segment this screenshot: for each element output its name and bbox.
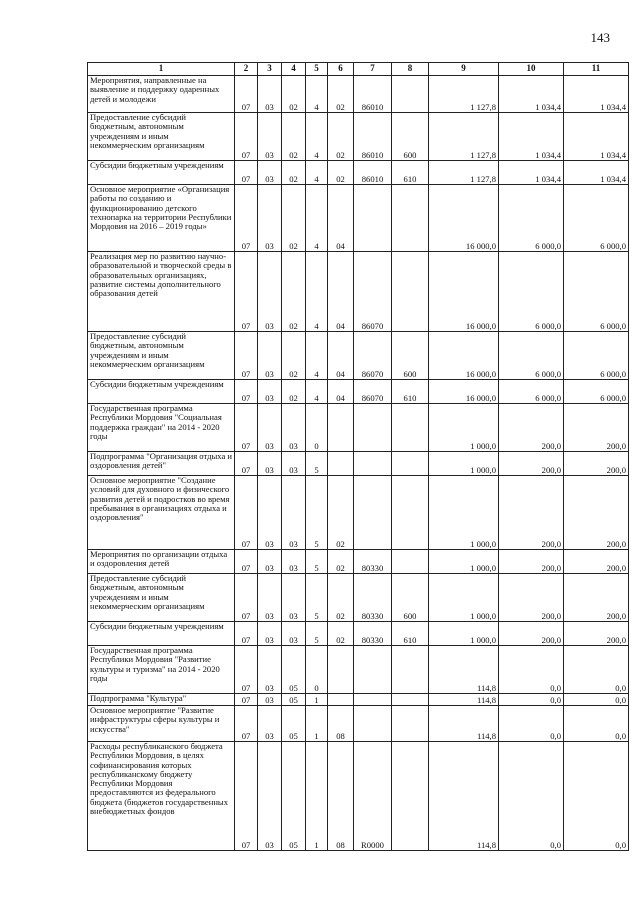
- activity-code: [328, 404, 354, 452]
- program-code: 03: [282, 452, 306, 476]
- header-row: [88, 63, 629, 76]
- direction-code: R0000: [354, 742, 392, 851]
- expense-type-code: [392, 694, 429, 706]
- table-row: [88, 742, 629, 851]
- amount-col-9: 16 000,0: [429, 332, 499, 380]
- amount-col-9: 1 000,0: [429, 574, 499, 622]
- section-code: 07: [235, 476, 258, 550]
- activity-code: [328, 646, 354, 694]
- amount-col-11: 1 034,4: [564, 76, 629, 113]
- section-code: 07: [235, 574, 258, 622]
- amount-col-10: 1 034,4: [499, 76, 564, 113]
- section-code: 07: [235, 185, 258, 252]
- item-name: Мероприятия, направленные на выявление и поддержку одаренных детей и молодежи: [88, 76, 235, 113]
- section-code: 07: [235, 380, 258, 404]
- program-code: 02: [282, 380, 306, 404]
- amount-col-9: 1 127,8: [429, 161, 499, 185]
- section-code: 07: [235, 452, 258, 476]
- item-name: Предоставление субсидий бюджетным, автономным учреждениям и иным некоммерческим организациям: [88, 332, 235, 380]
- direction-code: [354, 706, 392, 742]
- direction-code: [354, 452, 392, 476]
- item-name: Субсидии бюджетным учреждениям: [88, 380, 235, 404]
- subsection-code: 03: [258, 574, 282, 622]
- subsection-code: 03: [258, 76, 282, 113]
- section-code: 07: [235, 76, 258, 113]
- amount-col-10: 200,0: [499, 404, 564, 452]
- expense-type-code: [392, 185, 429, 252]
- direction-code: [354, 185, 392, 252]
- item-name: Подпрограмма "Организация отдыха и оздоровления детей": [88, 452, 235, 476]
- subprogram-code: 4: [306, 161, 328, 185]
- activity-code: 04: [328, 185, 354, 252]
- section-code: 07: [235, 252, 258, 332]
- activity-code: [328, 452, 354, 476]
- activity-code: 08: [328, 706, 354, 742]
- amount-col-9: 16 000,0: [429, 252, 499, 332]
- amount-col-9: 114,8: [429, 742, 499, 851]
- expense-type-code: 610: [392, 380, 429, 404]
- amount-col-10: 200,0: [499, 574, 564, 622]
- section-code: 07: [235, 404, 258, 452]
- item-name: Субсидии бюджетным учреждениям: [88, 161, 235, 185]
- direction-code: [354, 646, 392, 694]
- amount-col-10: 0,0: [499, 706, 564, 742]
- amount-col-10: 6 000,0: [499, 332, 564, 380]
- activity-code: 02: [328, 574, 354, 622]
- section-code: 07: [235, 646, 258, 694]
- program-code: 02: [282, 252, 306, 332]
- activity-code: 02: [328, 550, 354, 574]
- table-row: [88, 550, 629, 574]
- amount-col-11: 6 000,0: [564, 332, 629, 380]
- subprogram-code: 1: [306, 694, 328, 706]
- column-header: 7: [354, 63, 392, 76]
- amount-col-10: 200,0: [499, 476, 564, 550]
- expense-type-code: [392, 742, 429, 851]
- amount-col-9: 1 000,0: [429, 550, 499, 574]
- direction-code: 80330: [354, 622, 392, 646]
- subsection-code: 03: [258, 622, 282, 646]
- subsection-code: 03: [258, 113, 282, 161]
- program-code: 05: [282, 706, 306, 742]
- expense-type-code: [392, 550, 429, 574]
- column-header: 5: [306, 63, 328, 76]
- subsection-code: 03: [258, 742, 282, 851]
- direction-code: [354, 694, 392, 706]
- amount-col-9: 1 000,0: [429, 476, 499, 550]
- program-code: 03: [282, 574, 306, 622]
- column-header: 11: [564, 63, 629, 76]
- expense-type-code: 600: [392, 574, 429, 622]
- amount-col-10: 0,0: [499, 646, 564, 694]
- column-header: 9: [429, 63, 499, 76]
- amount-col-10: 200,0: [499, 452, 564, 476]
- section-code: 07: [235, 622, 258, 646]
- table-row: [88, 252, 629, 332]
- direction-code: 86070: [354, 380, 392, 404]
- expense-type-code: [392, 646, 429, 694]
- activity-code: 04: [328, 380, 354, 404]
- section-code: 07: [235, 113, 258, 161]
- program-code: 03: [282, 622, 306, 646]
- amount-col-11: 0,0: [564, 706, 629, 742]
- page-number: 143: [590, 30, 610, 45]
- table-row: [88, 161, 629, 185]
- expense-type-code: [392, 706, 429, 742]
- program-code: 05: [282, 742, 306, 851]
- subprogram-code: 4: [306, 252, 328, 332]
- amount-col-9: 1 000,0: [429, 452, 499, 476]
- subprogram-code: 1: [306, 742, 328, 851]
- amount-col-11: 6 000,0: [564, 252, 629, 332]
- amount-col-9: 1 000,0: [429, 622, 499, 646]
- amount-col-11: 1 034,4: [564, 161, 629, 185]
- subprogram-code: 1: [306, 706, 328, 742]
- table-row: [88, 694, 629, 706]
- activity-code: 08: [328, 742, 354, 851]
- amount-col-10: 1 034,4: [499, 113, 564, 161]
- subsection-code: 03: [258, 185, 282, 252]
- activity-code: [328, 694, 354, 706]
- subprogram-code: 5: [306, 622, 328, 646]
- table-row: [88, 185, 629, 252]
- item-name: Субсидии бюджетным учреждениям: [88, 622, 235, 646]
- item-name: Основное мероприятие «Организация работы по созданию и функционированию детского технопарка на территории Республики Мордовия на 2016 – 2019 годы»: [88, 185, 235, 252]
- expense-type-code: [392, 252, 429, 332]
- expense-type-code: [392, 476, 429, 550]
- item-name: Реализация мер по развитию научно-образовательной и творческой среды в образовательных организациях, развитие системы дополнительного образования детей: [88, 252, 235, 332]
- column-header: 10: [499, 63, 564, 76]
- subsection-code: 03: [258, 476, 282, 550]
- column-header: 4: [282, 63, 306, 76]
- table-row: [88, 404, 629, 452]
- amount-col-11: 0,0: [564, 694, 629, 706]
- subprogram-code: 5: [306, 476, 328, 550]
- activity-code: 02: [328, 476, 354, 550]
- amount-col-9: 1 127,8: [429, 76, 499, 113]
- table-row: [88, 452, 629, 476]
- amount-col-10: 0,0: [499, 694, 564, 706]
- expense-type-code: 600: [392, 113, 429, 161]
- amount-col-10: 200,0: [499, 550, 564, 574]
- table-row: [88, 646, 629, 694]
- program-code: 05: [282, 694, 306, 706]
- program-code: 02: [282, 113, 306, 161]
- direction-code: 86070: [354, 252, 392, 332]
- amount-col-11: 200,0: [564, 476, 629, 550]
- table-row: [88, 622, 629, 646]
- amount-col-10: 6 000,0: [499, 380, 564, 404]
- subprogram-code: 4: [306, 332, 328, 380]
- item-name: Расходы республиканского бюджета Республики Мордовия, в целях софинансирования которых республиканскому бюджету Республики Мордовия предоставляются из федерального бюджета (бюджетов государственных внебюджетных фондов: [88, 742, 235, 851]
- subprogram-code: 0: [306, 404, 328, 452]
- direction-code: 80330: [354, 574, 392, 622]
- subsection-code: 03: [258, 404, 282, 452]
- item-name: Предоставление субсидий бюджетным, автономным учреждениям и иным некоммерческим организациям: [88, 574, 235, 622]
- section-code: 07: [235, 161, 258, 185]
- subprogram-code: 4: [306, 185, 328, 252]
- subsection-code: 03: [258, 332, 282, 380]
- amount-col-10: 6 000,0: [499, 252, 564, 332]
- item-name: Предоставление субсидий бюджетным, автономным учреждениям и иным некоммерческим организациям: [88, 113, 235, 161]
- table-row: [88, 706, 629, 742]
- column-header: 8: [392, 63, 429, 76]
- amount-col-9: 114,8: [429, 646, 499, 694]
- direction-code: 86010: [354, 161, 392, 185]
- amount-col-9: 1 000,0: [429, 404, 499, 452]
- direction-code: 86010: [354, 113, 392, 161]
- program-code: 03: [282, 476, 306, 550]
- amount-col-9: 114,8: [429, 706, 499, 742]
- section-code: 07: [235, 694, 258, 706]
- direction-code: 86010: [354, 76, 392, 113]
- amount-col-11: 6 000,0: [564, 380, 629, 404]
- subprogram-code: 4: [306, 380, 328, 404]
- table-row: [88, 332, 629, 380]
- amount-col-9: 114,8: [429, 694, 499, 706]
- amount-col-11: 1 034,4: [564, 113, 629, 161]
- amount-col-11: 6 000,0: [564, 185, 629, 252]
- subprogram-code: 5: [306, 452, 328, 476]
- amount-col-11: 0,0: [564, 646, 629, 694]
- amount-col-10: 0,0: [499, 742, 564, 851]
- item-name: Государственная программа Республики Мордовия "Социальная поддержка граждан" на 2014 - 2020 годы: [88, 404, 235, 452]
- subprogram-code: 5: [306, 550, 328, 574]
- subsection-code: 03: [258, 646, 282, 694]
- subprogram-code: 4: [306, 76, 328, 113]
- amount-col-10: 1 034,4: [499, 161, 564, 185]
- section-code: 07: [235, 332, 258, 380]
- amount-col-10: 200,0: [499, 622, 564, 646]
- program-code: 03: [282, 550, 306, 574]
- subsection-code: 03: [258, 550, 282, 574]
- expense-type-code: 610: [392, 161, 429, 185]
- column-header: 2: [235, 63, 258, 76]
- program-code: 02: [282, 76, 306, 113]
- subprogram-code: 5: [306, 574, 328, 622]
- amount-col-9: 1 127,8: [429, 113, 499, 161]
- table-row: [88, 476, 629, 550]
- program-code: 05: [282, 646, 306, 694]
- item-name: Основное мероприятие "Создание условий для духовного и физического развития детей и подростков во время пребывания в организациях отдыха и оздоровления": [88, 476, 235, 550]
- expense-type-code: 600: [392, 332, 429, 380]
- amount-col-10: 6 000,0: [499, 185, 564, 252]
- section-code: 07: [235, 550, 258, 574]
- amount-col-11: 200,0: [564, 452, 629, 476]
- column-header: 3: [258, 63, 282, 76]
- activity-code: 02: [328, 161, 354, 185]
- column-header: 6: [328, 63, 354, 76]
- expense-type-code: [392, 452, 429, 476]
- item-name: Основное мероприятие "Развитие инфраструктуры сферы культуры и искусства": [88, 706, 235, 742]
- subsection-code: 03: [258, 706, 282, 742]
- subsection-code: 03: [258, 452, 282, 476]
- table-row: [88, 380, 629, 404]
- direction-code: 86070: [354, 332, 392, 380]
- expense-type-code: [392, 404, 429, 452]
- subsection-code: 03: [258, 694, 282, 706]
- table-row: [88, 574, 629, 622]
- activity-code: 04: [328, 332, 354, 380]
- amount-col-11: 200,0: [564, 550, 629, 574]
- amount-col-11: 0,0: [564, 742, 629, 851]
- subprogram-code: 4: [306, 113, 328, 161]
- amount-col-9: 16 000,0: [429, 185, 499, 252]
- table-row: [88, 113, 629, 161]
- expense-type-code: [392, 76, 429, 113]
- table-row: [88, 76, 629, 113]
- direction-code: 80330: [354, 550, 392, 574]
- program-code: 03: [282, 404, 306, 452]
- activity-code: 02: [328, 113, 354, 161]
- subsection-code: 03: [258, 161, 282, 185]
- expense-type-code: 610: [392, 622, 429, 646]
- column-header: 1: [88, 63, 235, 76]
- direction-code: [354, 476, 392, 550]
- item-name: Мероприятия по организации отдыха и оздоровления детей: [88, 550, 235, 574]
- amount-col-9: 16 000,0: [429, 380, 499, 404]
- item-name: Государственная программа Республики Мордовия "Развитие культуры и туризма" на 2014 - 2020 годы: [88, 646, 235, 694]
- activity-code: 02: [328, 76, 354, 113]
- program-code: 02: [282, 185, 306, 252]
- amount-col-11: 200,0: [564, 574, 629, 622]
- activity-code: 02: [328, 622, 354, 646]
- activity-code: 04: [328, 252, 354, 332]
- item-name: Подпрограмма "Культура": [88, 694, 235, 706]
- subprogram-code: 0: [306, 646, 328, 694]
- section-code: 07: [235, 706, 258, 742]
- program-code: 02: [282, 332, 306, 380]
- amount-col-11: 200,0: [564, 404, 629, 452]
- section-code: 07: [235, 742, 258, 851]
- budget-table: [87, 62, 629, 851]
- amount-col-11: 200,0: [564, 622, 629, 646]
- subsection-code: 03: [258, 380, 282, 404]
- subsection-code: 03: [258, 252, 282, 332]
- program-code: 02: [282, 161, 306, 185]
- direction-code: [354, 404, 392, 452]
